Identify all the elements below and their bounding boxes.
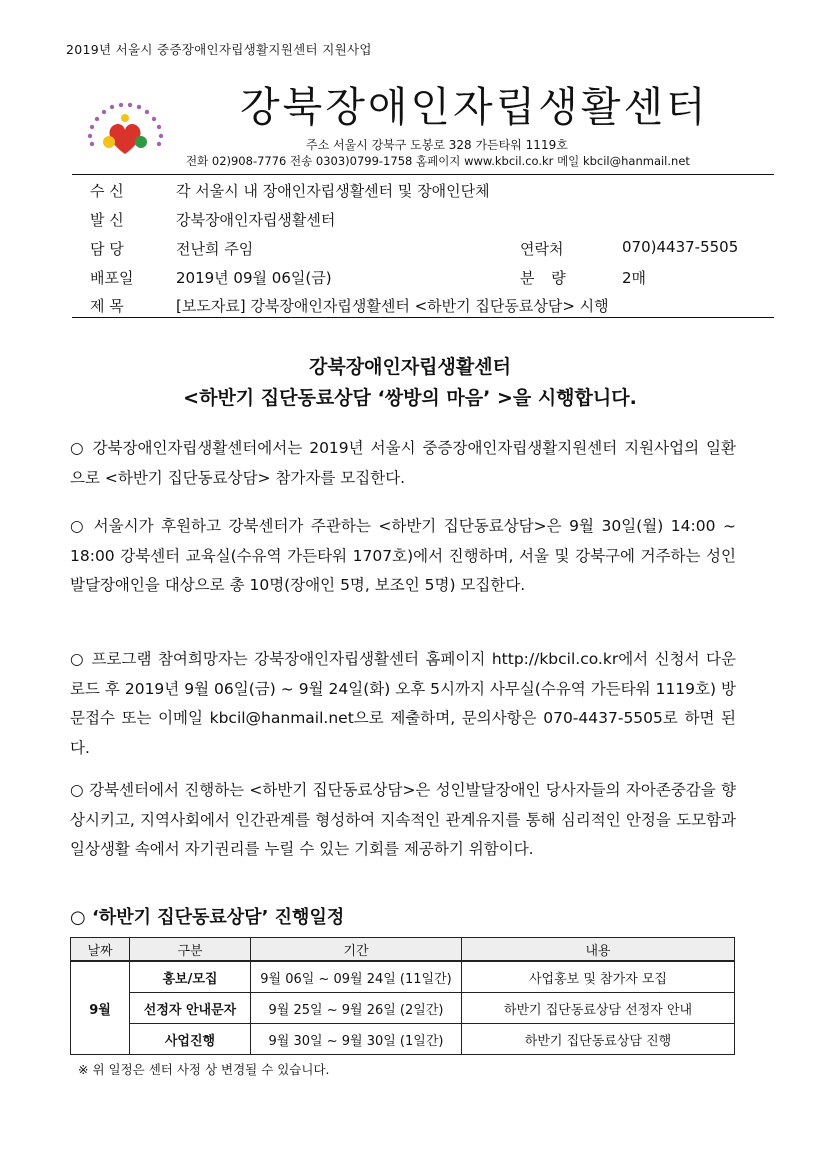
- content-cell: 하반기 집단동료상담 선정자 안내: [462, 993, 735, 1024]
- content-cell: 하반기 집단동료상담 진행: [462, 1024, 735, 1055]
- sender-value: 강북장애인자립생활센터: [176, 211, 336, 229]
- category-cell: 사업진행: [130, 1024, 251, 1055]
- recipient-row: [72, 180, 774, 208]
- headline-line1: 강북장애인자립생활센터: [309, 356, 511, 378]
- phone-label: 연락처: [520, 240, 564, 258]
- period-cell: 9월 25일 ~ 9월 26일 (2일간): [251, 993, 462, 1024]
- org-logo: [78, 96, 172, 164]
- headline-line2: <하반기 집단동료상담 ‘쌍방의 마음’ >을 시행합니다.: [183, 387, 637, 409]
- period-cell: 9월 06일 ~ 09월 24일 (11일간): [251, 961, 462, 993]
- paragraph-1: ○ 강북장애인자립생활센터에서는 2019년 서울시 중증장애인자립생활지원센터 지원사업의 일환으로 <하반기 집단동료상담> 참가자를 모집한다.: [70, 439, 736, 487]
- schedule-header-row: [71, 938, 735, 962]
- phone-value: 070)4437-5505: [622, 238, 739, 256]
- pages-value: 2매: [622, 269, 647, 287]
- table-row: [71, 1024, 735, 1055]
- date-value: 2019년 09월 06일(금): [176, 269, 332, 287]
- col-period: 기간: [251, 938, 462, 962]
- schedule-note: ※ 위 일정은 센터 사정 상 변경될 수 있습니다.: [78, 1062, 330, 1077]
- pages-label: 분 량: [520, 269, 572, 287]
- subject-value: [보도자료] 강북장애인자립생활센터 <하반기 집단동료상담> 시행: [176, 297, 609, 315]
- date-row: [72, 267, 774, 295]
- paragraph-3: ○ 프로그램 참여희망자는 강북장애인자립생활센터 홈페이지 http://kbcil.co.kr에서 신청서 다운로드 후 2019년 9월 06일(금) ~ 9월 24일(화) 오후 5시까지 사무실(수유역 가든타워 1119호) 방문접수 또는 이메일 kbcil@hanmail.net으로 제출하며, 문의사항은 070-4437-5505로 하면 된다.: [70, 650, 736, 757]
- top-note: 2019년 서울시 중증장애인자립생활지원센터 지원사업: [66, 42, 372, 57]
- col-category: 구분: [130, 938, 251, 962]
- paragraph-2: ○ 서울시가 후원하고 강북센터가 주관하는 <하반기 집단동료상담>은 9월 30일(월) 14:00 ~ 18:00 강북센터 교육실(수유역 가든타워 1707호)에서 진행하며, 서울 및 강북구에 거주하는 성인발달장애인을 대상으로 총 10명(장애인 5명, 보조인 5명) 모집한다.: [70, 517, 736, 594]
- header-top-rule: [72, 174, 774, 175]
- org-address: 주소 서울시 강북구 도봉로 328 가든타워 1119호: [306, 138, 568, 152]
- org-title: 강북장애인자립생활센터: [240, 83, 709, 131]
- sender-label: 발 신: [90, 211, 124, 229]
- subject-row: [72, 295, 774, 323]
- date-label: 배포일: [90, 269, 134, 287]
- period-cell: 9월 30일 ~ 9월 30일 (1일간): [251, 1024, 462, 1055]
- paragraph-4: ○ 강북센터에서 진행하는 <하반기 집단동료상담>은 성인발달장애인 당사자들의 자아존중감을 향상시키고, 지역사회에서 인간관계를 형성하여 지속적인 관계유지를 통해 심리적인 안정을 도모함과 일상생활 속에서 자기권리를 누릴 수 있는 기회를 제공하기 위함이다.: [70, 781, 736, 858]
- category-cell: 선정자 안내문자: [130, 993, 251, 1024]
- table-row: [71, 961, 735, 993]
- content-cell: 사업홍보 및 참가자 모집: [462, 961, 735, 993]
- manager-label: 담 당: [90, 240, 124, 258]
- schedule-table: [70, 937, 735, 1055]
- manager-value: 전난희 주임: [176, 240, 254, 258]
- header-bottom-rule: [72, 317, 774, 318]
- recipient-value: 각 서울시 내 장애인자립생활센터 및 장애인단체: [176, 182, 490, 200]
- month-cell: 9월: [71, 961, 130, 1055]
- col-date: 날짜: [71, 938, 130, 962]
- table-row: [71, 993, 735, 1024]
- sender-row: [72, 209, 774, 237]
- org-contact: 전화 02)908-7776 전송 0303)0799-1758 홈페이지 www.kbcil.co.kr 메일 kbcil@hanmail.net: [186, 154, 690, 168]
- subject-label: 제 목: [90, 297, 124, 315]
- recipient-label: 수 신: [90, 182, 124, 200]
- category-cell: 홍보/모집: [130, 961, 251, 993]
- schedule-title: ○ ‘하반기 집단동료상담’ 진행일정: [70, 907, 345, 928]
- col-content: 내용: [462, 938, 735, 962]
- manager-row: [72, 238, 774, 266]
